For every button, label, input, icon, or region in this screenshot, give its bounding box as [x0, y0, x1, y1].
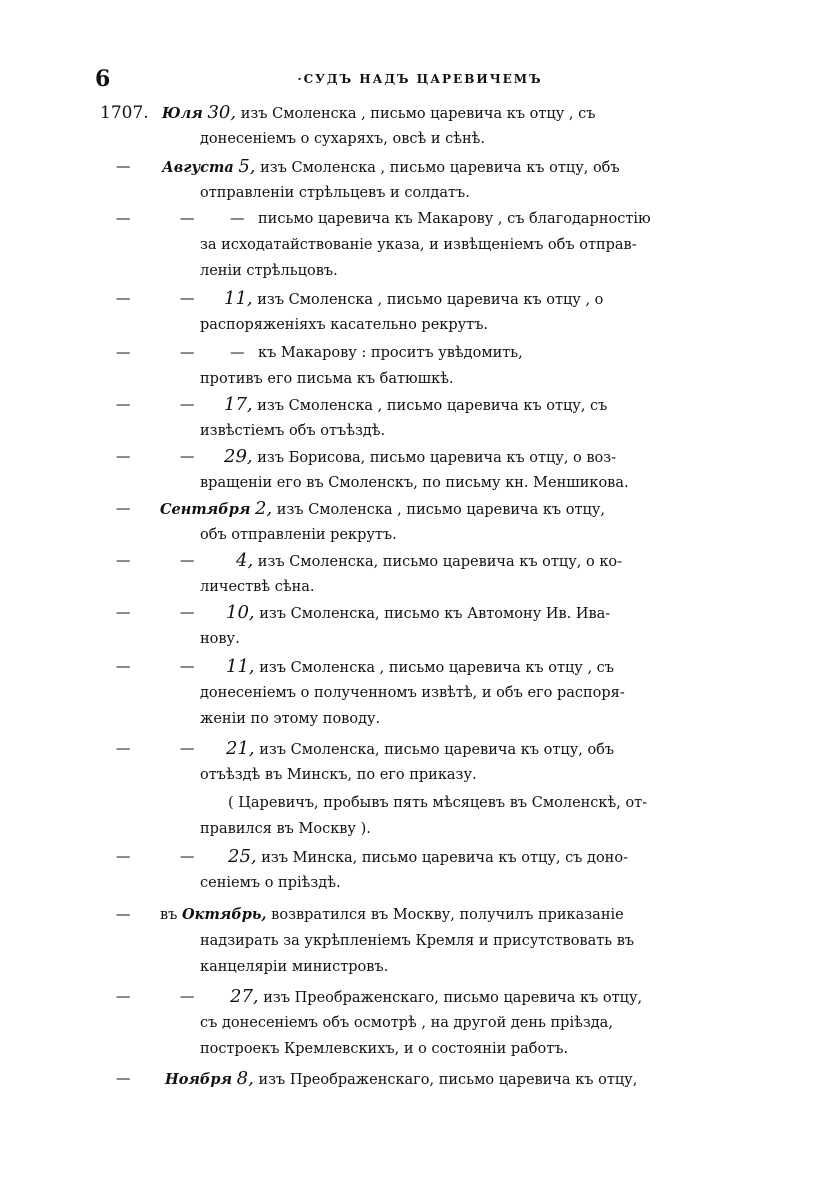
entry-dash: — — [180, 741, 195, 757]
entry-line: за исходатайствованіе указа, и извѣщеніемъ объ отправ- — [200, 237, 637, 253]
entry-heading — [224, 286, 603, 313]
entry-dash: — — [116, 449, 131, 465]
entry-dash: — — [116, 501, 131, 517]
entry-line: возвратился въ Москву, получилъ приказаніе — [271, 907, 624, 923]
entry-dash: — — [116, 397, 131, 413]
entry-heading — [226, 736, 614, 763]
entry-heading — [236, 548, 622, 575]
entry-line: объ отправленіи рекрутъ. — [200, 527, 397, 543]
entry-dash: — — [230, 345, 245, 361]
entry-dash: — — [180, 659, 195, 675]
entry-dash: — — [180, 449, 195, 465]
entry-line: изъ Смоленска , письмо царевича къ отцу , о — [257, 292, 604, 308]
entry-day: 11, — [224, 288, 253, 309]
entry-heading — [162, 154, 620, 181]
entry-day: 4, — [236, 550, 254, 571]
entry-dash: — — [116, 741, 131, 757]
entry-dash: — — [180, 291, 195, 307]
entry-line: изъ Смоленска, письмо царевича къ отцу, о ко- — [257, 554, 623, 570]
entry-heading — [165, 1066, 637, 1093]
entry-line: изъ Смоленска , письмо царевича къ отцу , съ — [240, 106, 596, 122]
entry-line: личествѣ сѣна. — [200, 579, 315, 595]
running-head: ·СУДЪ НАДЪ ЦАРЕВИЧЕМЪ — [297, 72, 543, 86]
entry-day: 27, — [230, 986, 259, 1007]
entry-line: женіи по этому поводу. — [200, 711, 381, 727]
entry-line: распоряженіяхъ касательно рекрутъ. — [200, 317, 489, 333]
entry-heading — [230, 984, 642, 1011]
entry-dash: — — [116, 291, 131, 307]
entry-day: 5, — [238, 156, 256, 177]
entry-day: 2, — [254, 498, 273, 519]
entry-day: 17, — [224, 394, 253, 415]
entry-line: къ Макарову : проситъ увѣдомить, — [258, 345, 523, 361]
entry-month: Ноября — [165, 1071, 233, 1088]
entry-day: 25, — [228, 846, 257, 867]
entry-day: 29, — [224, 446, 253, 467]
entry-line: изъ Смоленска, письмо къ Автомону Ив. Ива- — [259, 606, 611, 622]
entry-line: сеніемъ о пріѣздѣ. — [200, 875, 341, 891]
entry-dash: — — [180, 211, 195, 227]
entry-line: нову. — [200, 631, 240, 647]
entry-line: отъѣздѣ въ Минскъ, по его приказу. — [200, 767, 477, 783]
entry-line: изъ Смоленска, письмо царевича къ отцу, объ — [259, 742, 615, 758]
entry-month: Августа — [162, 159, 234, 176]
entry-dash: — — [116, 345, 131, 361]
entry-line: извѣстіемъ объ отъѣздѣ. — [200, 423, 386, 439]
entry-dash: — — [116, 907, 131, 923]
entry-heading — [160, 496, 605, 523]
entry-line: противъ его письма къ батюшкѣ. — [200, 371, 454, 387]
entry-dash: — — [180, 345, 195, 361]
entry-line: изъ Борисова, письмо царевича къ отцу, о воз- — [257, 450, 617, 466]
entry-line: изъ Преображенскаго, письмо царевича къ отцу, — [263, 990, 643, 1006]
entry-line: изъ Смоленска , письмо царевича къ отцу, съ — [257, 398, 608, 414]
entry-line: канцеляріи министровъ. — [200, 959, 389, 975]
entry-dash: — — [180, 989, 195, 1005]
entry-dash: — — [230, 211, 245, 227]
entry-heading — [226, 654, 614, 681]
entry-heading — [160, 902, 624, 928]
entry-dash: — — [116, 989, 131, 1005]
entry-dash: — — [116, 659, 131, 675]
entry-dash: — — [116, 605, 131, 621]
entry-heading — [162, 100, 595, 127]
entry-line: вращеніи его въ Смоленскъ, по письму кн. Меншикова. — [200, 475, 629, 491]
entry-line: донесеніемъ о сухаряхъ, овсѣ и сѣнѣ. — [200, 131, 485, 147]
entry-heading — [228, 844, 628, 871]
entry-day: 30, — [207, 102, 237, 123]
entry-line: изъ Смоленска , письмо царевича къ отцу , съ — [259, 660, 615, 676]
entry-month: Сентября — [160, 501, 251, 518]
entry-year: 1707. — [100, 103, 149, 123]
entry-heading — [224, 444, 616, 471]
entry-heading — [226, 600, 610, 627]
entry-line: отправленіи стрѣльцевъ и солдатъ. — [200, 185, 470, 201]
entry-day: 21, — [226, 738, 255, 759]
entry-month: Октябрь, — [182, 906, 267, 923]
entry-note: ( Царевичъ, пробывъ пять мѣсяцевъ въ Смоленскѣ, от- — [228, 795, 648, 811]
entry-day: 11, — [226, 656, 255, 677]
entry-line: съ донесеніемъ объ осмотрѣ , на другой день пріѣзда, — [200, 1015, 613, 1031]
entry-dash: — — [180, 849, 195, 865]
entry-month: Юля — [162, 105, 203, 122]
entry-line: изъ Смоленска , письмо царевича къ отцу, — [276, 502, 605, 518]
entry-day: 8, — [236, 1068, 254, 1089]
entry-day: 10, — [226, 602, 255, 623]
entry-dash: — — [180, 397, 195, 413]
entry-line: изъ Преображенскаго, письмо царевича къ отцу, — [258, 1072, 638, 1088]
entry-line: донесеніемъ о полученномъ извѣтѣ, и объ его распоря- — [200, 685, 625, 701]
entry-dash: — — [116, 211, 131, 227]
entry-dash: — — [116, 1071, 131, 1087]
entry-dash: — — [180, 553, 195, 569]
entry-dash: — — [116, 553, 131, 569]
entry-line: надзирать за укрѣпленіемъ Кремля и присутствовать въ — [200, 933, 635, 949]
entry-dash: — — [116, 159, 131, 175]
entry-line: изъ Смоленска , письмо царевича къ отцу, объ — [260, 160, 620, 176]
entry-note: правился въ Москву ). — [200, 821, 371, 837]
entry-line: письмо царевича къ Макарову , съ благодарностію — [258, 211, 651, 227]
entry-line: изъ Минска, письмо царевича къ отцу, съ доно- — [261, 850, 628, 866]
entry-prefix: въ — [160, 907, 178, 923]
entry-line: леніи стрѣльцовъ. — [200, 263, 338, 279]
entry-dash: — — [116, 849, 131, 865]
page-number: 6 — [95, 66, 111, 92]
entry-heading — [224, 392, 607, 419]
entry-line: построекъ Кремлевскихъ, и о состояніи работъ. — [200, 1041, 569, 1057]
entry-dash: — — [180, 605, 195, 621]
